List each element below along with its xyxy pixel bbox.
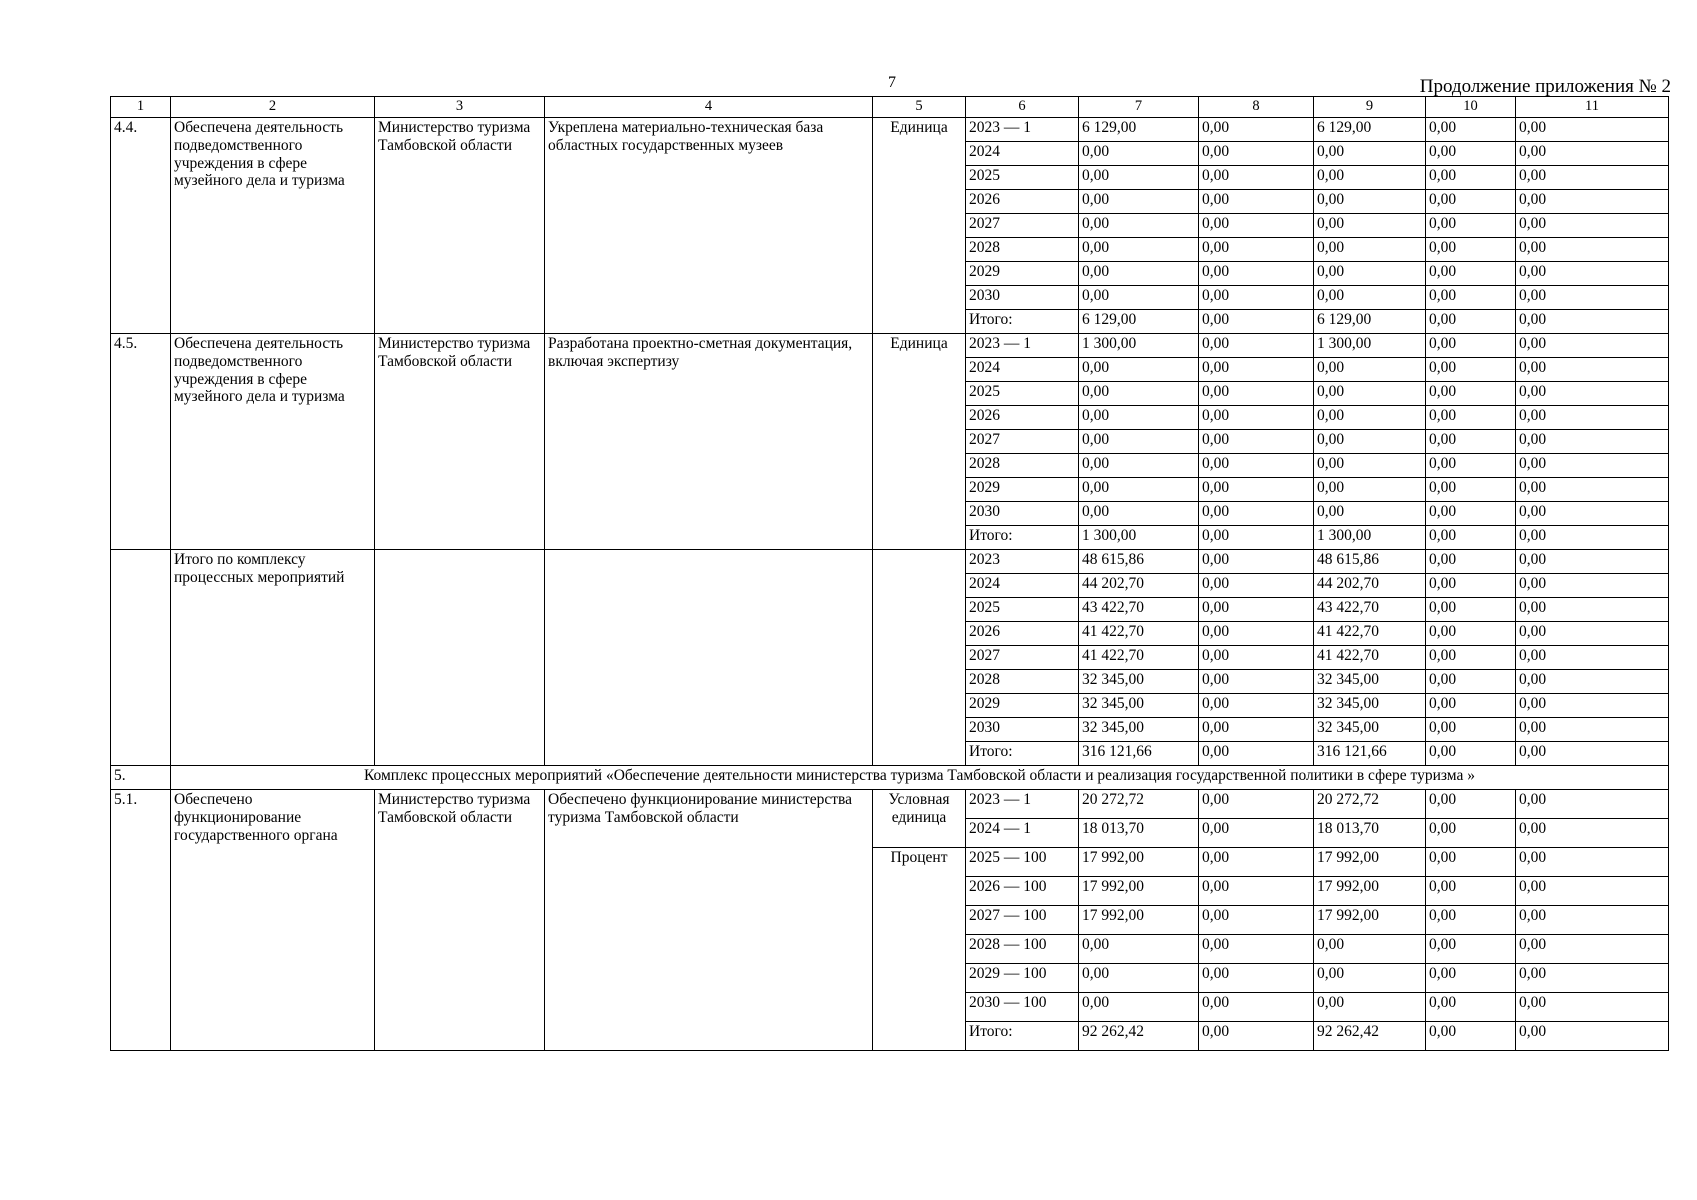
value-col10: 0,00 [1426,906,1516,935]
value-col7: 0,00 [1079,993,1199,1022]
period-cell: 2030 [966,718,1079,742]
value-col10: 0,00 [1426,964,1516,993]
value-col9: 32 345,00 [1314,670,1426,694]
value-col9: 0,00 [1314,430,1426,454]
value-col9: 0,00 [1314,358,1426,382]
value-col9: 0,00 [1314,166,1426,190]
value-col7: 0,00 [1079,406,1199,430]
value-col11: 0,00 [1516,574,1669,598]
value-col8: 0,00 [1199,310,1314,334]
value-col7: 6 129,00 [1079,118,1199,142]
value-col10: 0,00 [1426,286,1516,310]
item-name: Обеспечена деятельность подведомственного учреждения в сфере музейного дела и туризма [171,118,375,334]
value-col8: 0,00 [1199,598,1314,622]
value-col8: 0,00 [1199,166,1314,190]
value-col9: 0,00 [1314,935,1426,964]
value-col11: 0,00 [1516,238,1669,262]
value-col11: 0,00 [1516,1022,1669,1051]
value-col7: 32 345,00 [1079,694,1199,718]
value-col9: 0,00 [1314,262,1426,286]
value-col7: 20 272,72 [1079,790,1199,819]
value-col9: 17 992,00 [1314,906,1426,935]
period-cell: Итого: [966,742,1079,766]
value-col10: 0,00 [1426,718,1516,742]
table-row [111,334,1669,358]
table-body [111,97,1669,1051]
value-col10: 0,00 [1426,819,1516,848]
value-col9: 17 992,00 [1314,877,1426,906]
value-col11: 0,00 [1516,550,1669,574]
value-col10: 0,00 [1426,622,1516,646]
value-col8: 0,00 [1199,550,1314,574]
value-col7: 32 345,00 [1079,670,1199,694]
value-col10: 0,00 [1426,848,1516,877]
column-header: 4 [545,97,873,118]
value-col10: 0,00 [1426,993,1516,1022]
value-col10: 0,00 [1426,646,1516,670]
value-col11: 0,00 [1516,118,1669,142]
value-col10: 0,00 [1426,1022,1516,1051]
value-col7: 32 345,00 [1079,718,1199,742]
item-number: 4.5. [111,334,171,550]
value-col10: 0,00 [1426,877,1516,906]
item-number: 4.4. [111,118,171,334]
value-col7: 17 992,00 [1079,877,1199,906]
value-col11: 0,00 [1516,742,1669,766]
value-col8: 0,00 [1199,790,1314,819]
value-col9: 20 272,72 [1314,790,1426,819]
column-header: 5 [873,97,966,118]
value-col7: 0,00 [1079,166,1199,190]
value-col9: 41 422,70 [1314,646,1426,670]
value-col10: 0,00 [1426,430,1516,454]
value-col11: 0,00 [1516,286,1669,310]
period-cell: 2026 [966,190,1079,214]
value-col8: 0,00 [1199,646,1314,670]
value-col11: 0,00 [1516,454,1669,478]
period-cell: 2027 — 100 [966,906,1079,935]
item-result: Обеспечено функционирование министерства туризма Тамбовской области [545,790,873,1051]
table-row [111,118,1669,142]
value-col7: 92 262,42 [1079,1022,1199,1051]
value-col7: 6 129,00 [1079,310,1199,334]
item-number [111,550,171,766]
value-col7: 0,00 [1079,214,1199,238]
value-col10: 0,00 [1426,742,1516,766]
period-cell: 2025 — 100 [966,848,1079,877]
item-executor [375,550,545,766]
value-col8: 0,00 [1199,406,1314,430]
period-cell: 2028 [966,238,1079,262]
value-col9: 41 422,70 [1314,622,1426,646]
value-col10: 0,00 [1426,358,1516,382]
value-col9: 0,00 [1314,238,1426,262]
value-col7: 0,00 [1079,502,1199,526]
item-result [545,550,873,766]
value-col10: 0,00 [1426,310,1516,334]
value-col8: 0,00 [1199,935,1314,964]
item-name: Обеспечено функционирование государственного органа [171,790,375,1051]
value-col11: 0,00 [1516,382,1669,406]
value-col8: 0,00 [1199,430,1314,454]
value-col11: 0,00 [1516,718,1669,742]
value-col7: 41 422,70 [1079,646,1199,670]
value-col9: 0,00 [1314,406,1426,430]
value-col11: 0,00 [1516,358,1669,382]
value-col9: 316 121,66 [1314,742,1426,766]
period-cell: 2030 [966,502,1079,526]
value-col9: 1 300,00 [1314,334,1426,358]
value-col7: 44 202,70 [1079,574,1199,598]
period-cell: 2025 [966,382,1079,406]
value-col8: 0,00 [1199,478,1314,502]
value-col10: 0,00 [1426,142,1516,166]
value-col8: 0,00 [1199,964,1314,993]
value-col11: 0,00 [1516,334,1669,358]
header-row [111,97,1669,118]
value-col8: 0,00 [1199,262,1314,286]
value-col11: 0,00 [1516,406,1669,430]
item-result: Укреплена материально-техническая база областных государственных музеев [545,118,873,334]
value-col7: 1 300,00 [1079,334,1199,358]
period-cell: 2024 [966,142,1079,166]
item-unit: Единица [873,118,966,334]
value-col11: 0,00 [1516,819,1669,848]
value-col11: 0,00 [1516,877,1669,906]
value-col9: 44 202,70 [1314,574,1426,598]
value-col10: 0,00 [1426,454,1516,478]
value-col9: 32 345,00 [1314,718,1426,742]
value-col10: 0,00 [1426,406,1516,430]
value-col11: 0,00 [1516,694,1669,718]
continuation-label: Продолжение приложения № 2 [1419,76,1671,97]
period-cell: 2023 [966,550,1079,574]
period-cell: 2023 — 1 [966,790,1079,819]
value-col10: 0,00 [1426,190,1516,214]
table-row [111,790,1669,819]
value-col7: 316 121,66 [1079,742,1199,766]
period-cell: 2028 [966,454,1079,478]
item-unit: Процент [873,848,966,1051]
value-col11: 0,00 [1516,790,1669,819]
period-cell: Итого: [966,526,1079,550]
value-col8: 0,00 [1199,670,1314,694]
value-col8: 0,00 [1199,526,1314,550]
value-col9: 43 422,70 [1314,598,1426,622]
value-col9: 1 300,00 [1314,526,1426,550]
period-cell: Итого: [966,310,1079,334]
value-col7: 0,00 [1079,935,1199,964]
value-col8: 0,00 [1199,502,1314,526]
item-executor: Министерство туризма Тамбовской области [375,334,545,550]
period-cell: 2024 [966,574,1079,598]
value-col10: 0,00 [1426,574,1516,598]
value-col8: 0,00 [1199,190,1314,214]
value-col9: 0,00 [1314,454,1426,478]
period-cell: 2024 [966,358,1079,382]
value-col10: 0,00 [1426,526,1516,550]
column-header: 1 [111,97,171,118]
value-col8: 0,00 [1199,574,1314,598]
value-col11: 0,00 [1516,598,1669,622]
value-col8: 0,00 [1199,238,1314,262]
value-col9: 0,00 [1314,142,1426,166]
value-col9: 0,00 [1314,190,1426,214]
item-name: Обеспечена деятельность подведомственного учреждения в сфере музейного дела и туризма [171,334,375,550]
value-col7: 0,00 [1079,262,1199,286]
value-col11: 0,00 [1516,214,1669,238]
value-col7: 17 992,00 [1079,848,1199,877]
value-col11: 0,00 [1516,478,1669,502]
value-col10: 0,00 [1426,790,1516,819]
period-cell: 2024 — 1 [966,819,1079,848]
period-cell: 2030 [966,286,1079,310]
program-table [110,96,1669,1051]
value-col7: 0,00 [1079,286,1199,310]
value-col8: 0,00 [1199,214,1314,238]
value-col11: 0,00 [1516,166,1669,190]
value-col7: 48 615,86 [1079,550,1199,574]
value-col8: 0,00 [1199,906,1314,935]
value-col9: 0,00 [1314,964,1426,993]
value-col11: 0,00 [1516,142,1669,166]
value-col7: 0,00 [1079,964,1199,993]
value-col8: 0,00 [1199,877,1314,906]
period-cell: 2026 [966,622,1079,646]
column-header: 6 [966,97,1079,118]
value-col8: 0,00 [1199,819,1314,848]
period-cell: 2023 — 1 [966,118,1079,142]
value-col10: 0,00 [1426,694,1516,718]
column-header: 10 [1426,97,1516,118]
value-col7: 0,00 [1079,142,1199,166]
value-col10: 0,00 [1426,382,1516,406]
value-col8: 0,00 [1199,718,1314,742]
section-title: Комплекс процессных мероприятий «Обеспечение деятельности министерства туризма Тамбовской области и реализация государственной политики в сфере туризма » [171,766,1669,790]
value-col9: 18 013,70 [1314,819,1426,848]
value-col10: 0,00 [1426,334,1516,358]
section-row [111,766,1669,790]
value-col8: 0,00 [1199,622,1314,646]
item-name: Итого по комплексу процессных мероприятий [171,550,375,766]
value-col9: 48 615,86 [1314,550,1426,574]
value-col9: 0,00 [1314,478,1426,502]
period-cell: 2027 [966,646,1079,670]
value-col11: 0,00 [1516,964,1669,993]
value-col7: 0,00 [1079,238,1199,262]
value-col9: 0,00 [1314,502,1426,526]
value-col11: 0,00 [1516,310,1669,334]
column-header: 3 [375,97,545,118]
column-header: 7 [1079,97,1199,118]
value-col11: 0,00 [1516,526,1669,550]
value-col11: 0,00 [1516,502,1669,526]
value-col8: 0,00 [1199,382,1314,406]
value-col7: 1 300,00 [1079,526,1199,550]
value-col9: 0,00 [1314,286,1426,310]
column-header: 8 [1199,97,1314,118]
period-cell: 2030 — 100 [966,993,1079,1022]
value-col7: 18 013,70 [1079,819,1199,848]
item-executor: Министерство туризма Тамбовской области [375,118,545,334]
value-col9: 6 129,00 [1314,310,1426,334]
period-cell: 2023 — 1 [966,334,1079,358]
period-cell: 2028 — 100 [966,935,1079,964]
period-cell: 2028 [966,670,1079,694]
item-unit: Единица [873,334,966,550]
value-col11: 0,00 [1516,622,1669,646]
value-col9: 0,00 [1314,382,1426,406]
period-cell: 2025 [966,166,1079,190]
value-col10: 0,00 [1426,478,1516,502]
period-cell: 2027 [966,430,1079,454]
value-col9: 6 129,00 [1314,118,1426,142]
value-col7: 43 422,70 [1079,598,1199,622]
value-col7: 0,00 [1079,454,1199,478]
value-col11: 0,00 [1516,670,1669,694]
value-col8: 0,00 [1199,848,1314,877]
value-col10: 0,00 [1426,166,1516,190]
value-col10: 0,00 [1426,598,1516,622]
period-cell: Итого: [966,1022,1079,1051]
period-cell: 2026 [966,406,1079,430]
item-result: Разработана проектно-сметная документация, включая экспертизу [545,334,873,550]
value-col9: 0,00 [1314,214,1426,238]
value-col8: 0,00 [1199,334,1314,358]
value-col8: 0,00 [1199,742,1314,766]
value-col9: 32 345,00 [1314,694,1426,718]
value-col7: 0,00 [1079,430,1199,454]
page-number: 7 [888,74,896,91]
item-unit: Условная единица [873,790,966,848]
value-col11: 0,00 [1516,848,1669,877]
value-col11: 0,00 [1516,190,1669,214]
value-col8: 0,00 [1199,993,1314,1022]
value-col11: 0,00 [1516,262,1669,286]
column-header: 11 [1516,97,1669,118]
value-col11: 0,00 [1516,993,1669,1022]
value-col10: 0,00 [1426,935,1516,964]
column-header: 9 [1314,97,1426,118]
value-col7: 0,00 [1079,190,1199,214]
period-cell: 2029 — 100 [966,964,1079,993]
value-col10: 0,00 [1426,118,1516,142]
value-col10: 0,00 [1426,502,1516,526]
value-col7: 17 992,00 [1079,906,1199,935]
item-unit [873,550,966,766]
value-col7: 0,00 [1079,358,1199,382]
section-number: 5. [111,766,171,790]
period-cell: 2027 [966,214,1079,238]
value-col11: 0,00 [1516,430,1669,454]
value-col8: 0,00 [1199,1022,1314,1051]
value-col7: 0,00 [1079,478,1199,502]
value-col7: 41 422,70 [1079,622,1199,646]
period-cell: 2025 [966,598,1079,622]
value-col7: 0,00 [1079,382,1199,406]
value-col10: 0,00 [1426,262,1516,286]
value-col8: 0,00 [1199,358,1314,382]
value-col10: 0,00 [1426,238,1516,262]
period-cell: 2029 [966,694,1079,718]
value-col8: 0,00 [1199,118,1314,142]
value-col10: 0,00 [1426,550,1516,574]
value-col8: 0,00 [1199,142,1314,166]
value-col8: 0,00 [1199,694,1314,718]
column-header: 2 [171,97,375,118]
value-col10: 0,00 [1426,214,1516,238]
value-col10: 0,00 [1426,670,1516,694]
value-col11: 0,00 [1516,935,1669,964]
value-col11: 0,00 [1516,906,1669,935]
value-col9: 17 992,00 [1314,848,1426,877]
period-cell: 2029 [966,478,1079,502]
value-col8: 0,00 [1199,454,1314,478]
value-col8: 0,00 [1199,286,1314,310]
period-cell: 2026 — 100 [966,877,1079,906]
period-cell: 2029 [966,262,1079,286]
item-executor: Министерство туризма Тамбовской области [375,790,545,1051]
value-col9: 92 262,42 [1314,1022,1426,1051]
value-col9: 0,00 [1314,993,1426,1022]
table-row [111,550,1669,574]
value-col11: 0,00 [1516,646,1669,670]
item-number: 5.1. [111,790,171,1051]
